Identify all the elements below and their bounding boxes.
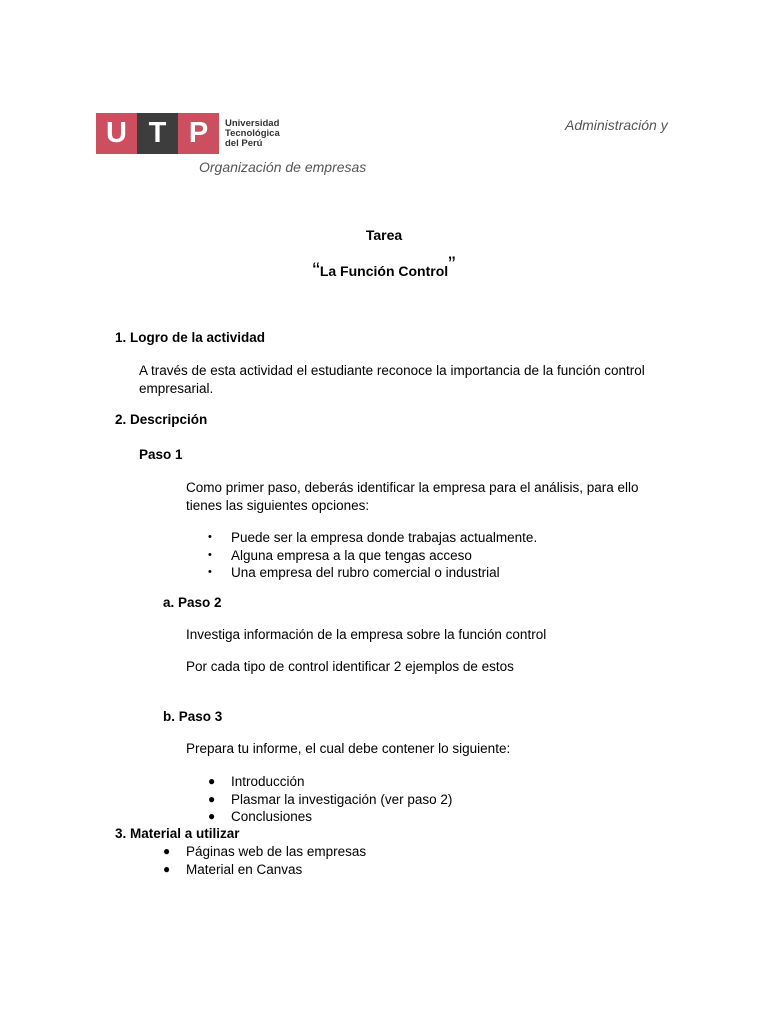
list-item-text: Páginas web de las empresas — [186, 844, 367, 859]
header-right-text: Administración y — [565, 117, 668, 133]
list-item-text: Material en Canvas — [186, 861, 303, 877]
paso3-heading: b. Paso 3 — [163, 709, 223, 724]
list-item-text: Plasmar la investigación (ver paso 2) — [231, 791, 453, 807]
list-item — [163, 843, 367, 861]
logo-letter-p: P — [178, 113, 219, 154]
paso3-bullet-list — [208, 773, 453, 826]
section-heading-logro: 1. Logro de la actividad — [115, 330, 266, 345]
document-title: Tarea — [365, 227, 403, 243]
subtitle-text: La Función Control — [319, 263, 449, 279]
section-heading-material: 3. Material a utilizar — [115, 826, 240, 841]
utp-logo — [96, 113, 280, 154]
logo-text-line: Universidad — [225, 117, 280, 129]
list-item-text: Introducción — [231, 774, 305, 789]
bullet-icon: ● — [208, 809, 216, 823]
list-item — [208, 808, 452, 826]
list-item — [208, 529, 538, 547]
list-item — [163, 861, 366, 879]
list-item-text: Alguna empresa a la que tengas acceso — [231, 547, 472, 563]
paso1-text — [186, 479, 638, 514]
list-item-text: Puede ser la empresa donde trabajas actualmente. — [231, 530, 538, 545]
paso2-text-2: Por cada tipo de control identificar 2 ejemplos de estos — [186, 659, 514, 674]
logo-wordmark — [225, 113, 280, 154]
bullet-icon: ● — [208, 774, 216, 788]
bullet-icon: • — [208, 548, 212, 561]
paso2-heading: a. Paso 2 — [163, 595, 222, 610]
paso1-bullet-list — [208, 529, 538, 582]
close-quote: ” — [448, 252, 456, 277]
paso2-text-1: Investiga información de la empresa sobre la función control — [186, 627, 547, 642]
list-item-text: Una empresa del rubro comercial o industrial — [231, 565, 500, 580]
list-item — [208, 547, 537, 565]
paso3-text: Prepara tu informe, el cual debe contener lo siguiente: — [186, 741, 511, 756]
list-item — [208, 564, 537, 582]
logo-letter-u: U — [96, 113, 137, 154]
list-item — [208, 791, 453, 809]
text-line: tienes las siguientes opciones: — [186, 497, 370, 513]
section-heading-descripcion: 2. Descripción — [115, 412, 208, 427]
bullet-icon: • — [208, 531, 212, 543]
bullet-icon: ● — [163, 861, 171, 876]
bullet-icon: • — [208, 566, 212, 578]
logo-text-line: Tecnológica — [225, 127, 280, 139]
logo-letter-t: T — [137, 113, 178, 154]
section-text-logro — [139, 362, 645, 397]
list-item-text: Conclusiones — [231, 809, 313, 824]
paso1-heading: Paso 1 — [139, 447, 183, 462]
document-subtitle — [0, 252, 768, 283]
text-line: empresarial. — [139, 380, 214, 396]
open-quote: “ — [312, 258, 320, 283]
bullet-icon: ● — [163, 844, 171, 858]
text-line: A través de esta actividad el estudiante reconoce la importancia de la función control — [139, 363, 645, 378]
text-line: Como primer paso, deberás identificar la empresa para el análisis, para ello — [186, 480, 639, 495]
list-item — [208, 773, 452, 791]
header-subtitle: Organización de empresas — [199, 159, 367, 175]
material-bullet-list — [163, 843, 367, 878]
logo-text-line: del Perú — [225, 137, 263, 149]
bullet-icon: ● — [208, 791, 216, 806]
